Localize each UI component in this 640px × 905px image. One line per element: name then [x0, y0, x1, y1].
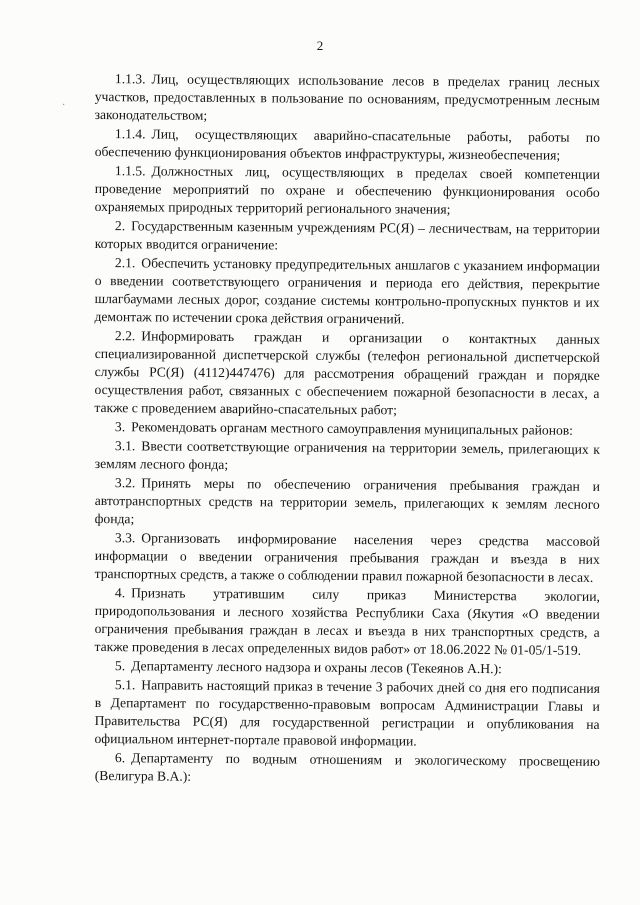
- paragraph-2-2: [94, 327, 600, 421]
- paragraph-1-1-4: [95, 125, 600, 165]
- paragraph-text: Департаменту лесного надзора и охраны лесов (Текеянов А.Н.):: [131, 658, 502, 677]
- paragraph-text: Направить настоящий приказ в течение 3 рабочих дней со дня его подписания в Департамент по государственно-правовым вопросам Администрации Главы и Правительства РС(Я) для государственной регистрации и опубликования на официальном интернет-портале правовой информации.: [94, 677, 600, 749]
- paragraph-number: 1.1.3.: [114, 71, 146, 87]
- paragraph-text: Организовать информирование населения через средства массовой информации о введении ограничения пребывания граждан и въезда в них транспортных средств, а также о соблюдении правил пожарной безопасности в лесах.: [94, 530, 600, 585]
- paragraph-number: 2.1.: [114, 255, 136, 271]
- page-number: 2: [316, 38, 324, 53]
- paragraph-number: 3.1.: [114, 438, 136, 454]
- paragraph-2-1: [94, 254, 600, 330]
- paragraph-number: 6.: [114, 750, 126, 766]
- paragraph-text: Ввести соответствующие ограничения на территории земель, прилегающих к землям лесного фонда;: [94, 438, 600, 473]
- paragraph-3-1: [95, 437, 600, 477]
- paragraph-number: 3.: [114, 419, 126, 435]
- paragraph-6: [95, 749, 600, 789]
- paragraph-2: [95, 217, 600, 257]
- paragraph-text: Департаменту по водным отношениям и экологическому просвещению (Велигура В.А.):: [94, 750, 600, 784]
- paragraph-text: Обеспечить установку предупредительных аншлагов с указанием информации о введении соответствующего ограничения и периода его действия, перекрытие шлагбаумами лесных дорог, создание системы контрольно-пропускных пунктов и их демонтаж по истечении срока действия ограничений.: [94, 255, 600, 327]
- paragraph-text: Лиц, осуществляющих использование лесов в пределах границ лесных участков, предоставленных в пользование по основаниям, предусмотренным лесным законодательством;: [94, 71, 600, 123]
- paragraph-3-2: [95, 474, 600, 532]
- paragraph-3-3: [95, 529, 600, 587]
- document-body: [95, 70, 600, 785]
- paragraph-1-1-5: [95, 162, 600, 220]
- paragraph-number: 2.: [114, 218, 126, 234]
- paragraph-text: Должностных лиц, осуществляющих в пределах своей компетенции проведение мероприятий по охране и обеспечению функционирования особо охраняемых природных территорий регионального значения;: [94, 163, 600, 217]
- paragraph-number: 1.1.4.: [114, 126, 146, 142]
- paragraph-number: 2.2.: [114, 328, 136, 344]
- paragraph-number: 5.1.: [114, 677, 136, 693]
- paragraph-4: [94, 584, 600, 660]
- paragraph-text: Принять меры по обеспечению ограничения пребывания граждан и автотранспортных средств на территории земель, прилегающих к землям лесного фонда;: [94, 475, 600, 527]
- paragraph-text: Государственным казенным учреждениям РС(Я) – лесничествам, на территории которых вводится ограничение:: [94, 218, 600, 253]
- paragraph-number: 3.2.: [114, 475, 136, 491]
- paragraph-number: 5.: [114, 658, 126, 674]
- paragraph-text: Рекомендовать органам местного самоуправления муниципальных районов:: [131, 419, 574, 438]
- paragraph-number: 1.1.5.: [114, 163, 146, 179]
- margin-mark: ·: [62, 100, 66, 111]
- paragraph-text: Информировать граждан и организации о контактных данных специализированной диспетчерской службы (телефон региональной диспетчерской службы РС(Я) (4112)447476) для рассмотрения обращений граждан и порядке осуществления работ, связанных с обеспечением пожарной безопасности в лесах, а также с проведением аварийно-спасательных работ;: [94, 328, 600, 418]
- paragraph-number: 3.3.: [114, 530, 136, 546]
- paragraph-1-1-3: [95, 70, 600, 128]
- paragraph-text: Лиц, осуществляющих аварийно-спасательные работы, работы по обеспечению функционирования объектов инфраструктуры, жизнеобеспечения;: [94, 126, 600, 163]
- paragraph-number: 4.: [114, 585, 126, 601]
- paragraph-5-1: [94, 676, 600, 752]
- paragraph-text: Признать утратившим силу приказ Министерства экологии, природопользования и лесного хозяйства Республики Саха (Якутия «О введении ограничения пребывания граждан в лесах и въезда в них транспортных средств, а также проведения в лесах определенных видов работ» от 18.06.2022 № 01-05/1-519.: [94, 585, 600, 658]
